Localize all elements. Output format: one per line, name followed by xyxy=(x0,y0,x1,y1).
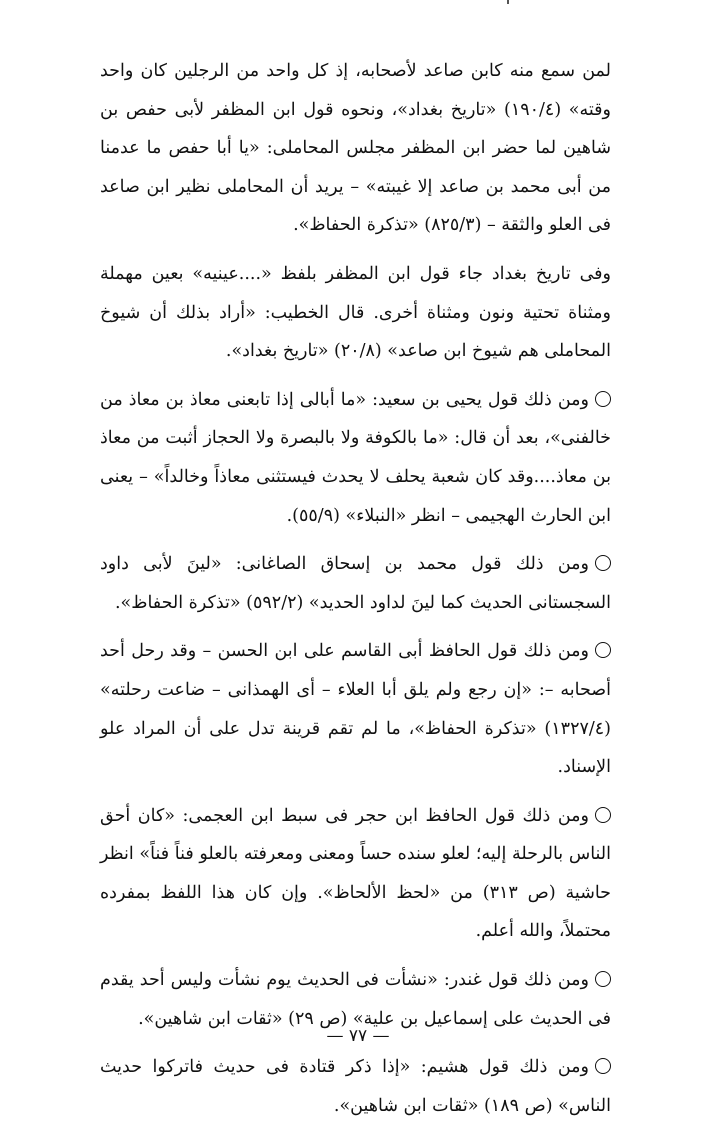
paragraph-text: ومن ذلك قول يحيى بن سعيد: «ما أبالى إذا تابعنى معاذ بن معاذ من خالفنى»، بعد أن قال: «ما بالكوفة ولا بالبصرة ولا الحجاز أثبت من معاذ بن معاذ....وقد كان شعبة يحلف لا يحدث فيستثنى معاذاً وخالداً» – يعنى ابن الحارث الهجيمى – انظر «النبلاء» (٥٥/٩). xyxy=(100,389,611,526)
circle-bullet-icon xyxy=(595,555,611,571)
paragraph-1 xyxy=(100,52,611,245)
circle-bullet-icon xyxy=(595,807,611,823)
paragraph-6 xyxy=(100,797,611,951)
paragraph-5 xyxy=(100,632,611,786)
paragraph-4 xyxy=(100,545,611,622)
paragraph-text: ومن ذلك قول الحافظ أبى القاسم على ابن الحسن – وقد رحل أحد أصحابه –: «إن رجع ولم يلق أبا العلاء – أى الهمذانى – ضاعت رحلته» (١٣٢٧/٤) «تذكرة الحفاظ»، ما لم تقم قرينة تدل على أن المراد علو الإسناد. xyxy=(100,641,611,778)
circle-bullet-icon xyxy=(595,642,611,658)
paragraph-text: ومن ذلك قول هشيم: «إذا ذكر قتادة فى حديث فاتركوا حديث الناس» (ص ١٨٩) «ثقات ابن شاهين». xyxy=(100,1057,611,1116)
paragraph-3 xyxy=(100,381,611,535)
paragraph-text: ومن ذلك قول غندر: «نشأت فى الحديث يوم نشأت وليس أحد يقدم فى الحديث على إسماعيل بن علية» (ص ٢٩) «ثقات ابن شاهين». xyxy=(100,970,611,1029)
paragraph-text: ومن ذلك قول محمد بن إسحاق الصاغانى: «لينَ لأبى داود السجستانى الحديث كما لينَ لداود الحديد» (٥٩٢/٢) «تذكرة الحفاظ». xyxy=(100,554,611,613)
circle-bullet-icon xyxy=(595,1058,611,1074)
circle-bullet-icon xyxy=(595,971,611,987)
page-number: — ٧٧ — xyxy=(326,1026,390,1046)
paragraph-text: ومن ذلك قول الحافظ ابن حجر فى سبط ابن العجمى: «كان أحق الناس بالرحلة إليه؛ لعلو سنده حساً ومعنى ومعرفته بالعلو فناً فناً» انظر حاشية (ص ٣١٣) من «لحظ الألحاظ». وإن كان هذا اللفظ بمفرده محتملاً، والله أعلم. xyxy=(100,805,612,942)
paragraph-text: لمن سمع منه كابن صاعد لأصحابه، إذ كل واحد من الرجلين كان واحد وقته» (١٩٠/٤) «تاريخ بغداد»، ونحوه قول ابن المظفر لأبى حفص بن شاهين لما حضر ابن المظفر مجلس المحاملى: «يا أبا حفص ما عدمنا من أبى محمد بن صاعد إلا غيبته» – يريد أن المحاملى نظير ابن صاعد فى العلو والثقة – (٨٢٥/٣) «تذكرة الحفاظ». xyxy=(100,61,612,236)
scan-mark xyxy=(507,0,509,4)
paragraph-8 xyxy=(100,1048,611,1125)
body-text xyxy=(100,52,611,1125)
circle-bullet-icon xyxy=(595,391,611,407)
paragraph-2 xyxy=(100,255,611,371)
paragraph-text: وفى تاريخ بغداد جاء قول ابن المظفر بلفظ «....عينيه» بعين مهملة ومثناة تحتية ونون ومثناة أخرى. قال الخطيب: «أراد بذلك أن شيوخ المحاملى هم شيوخ ابن صاعد» (٢٠/٨) «تاريخ بغداد». xyxy=(100,263,611,362)
